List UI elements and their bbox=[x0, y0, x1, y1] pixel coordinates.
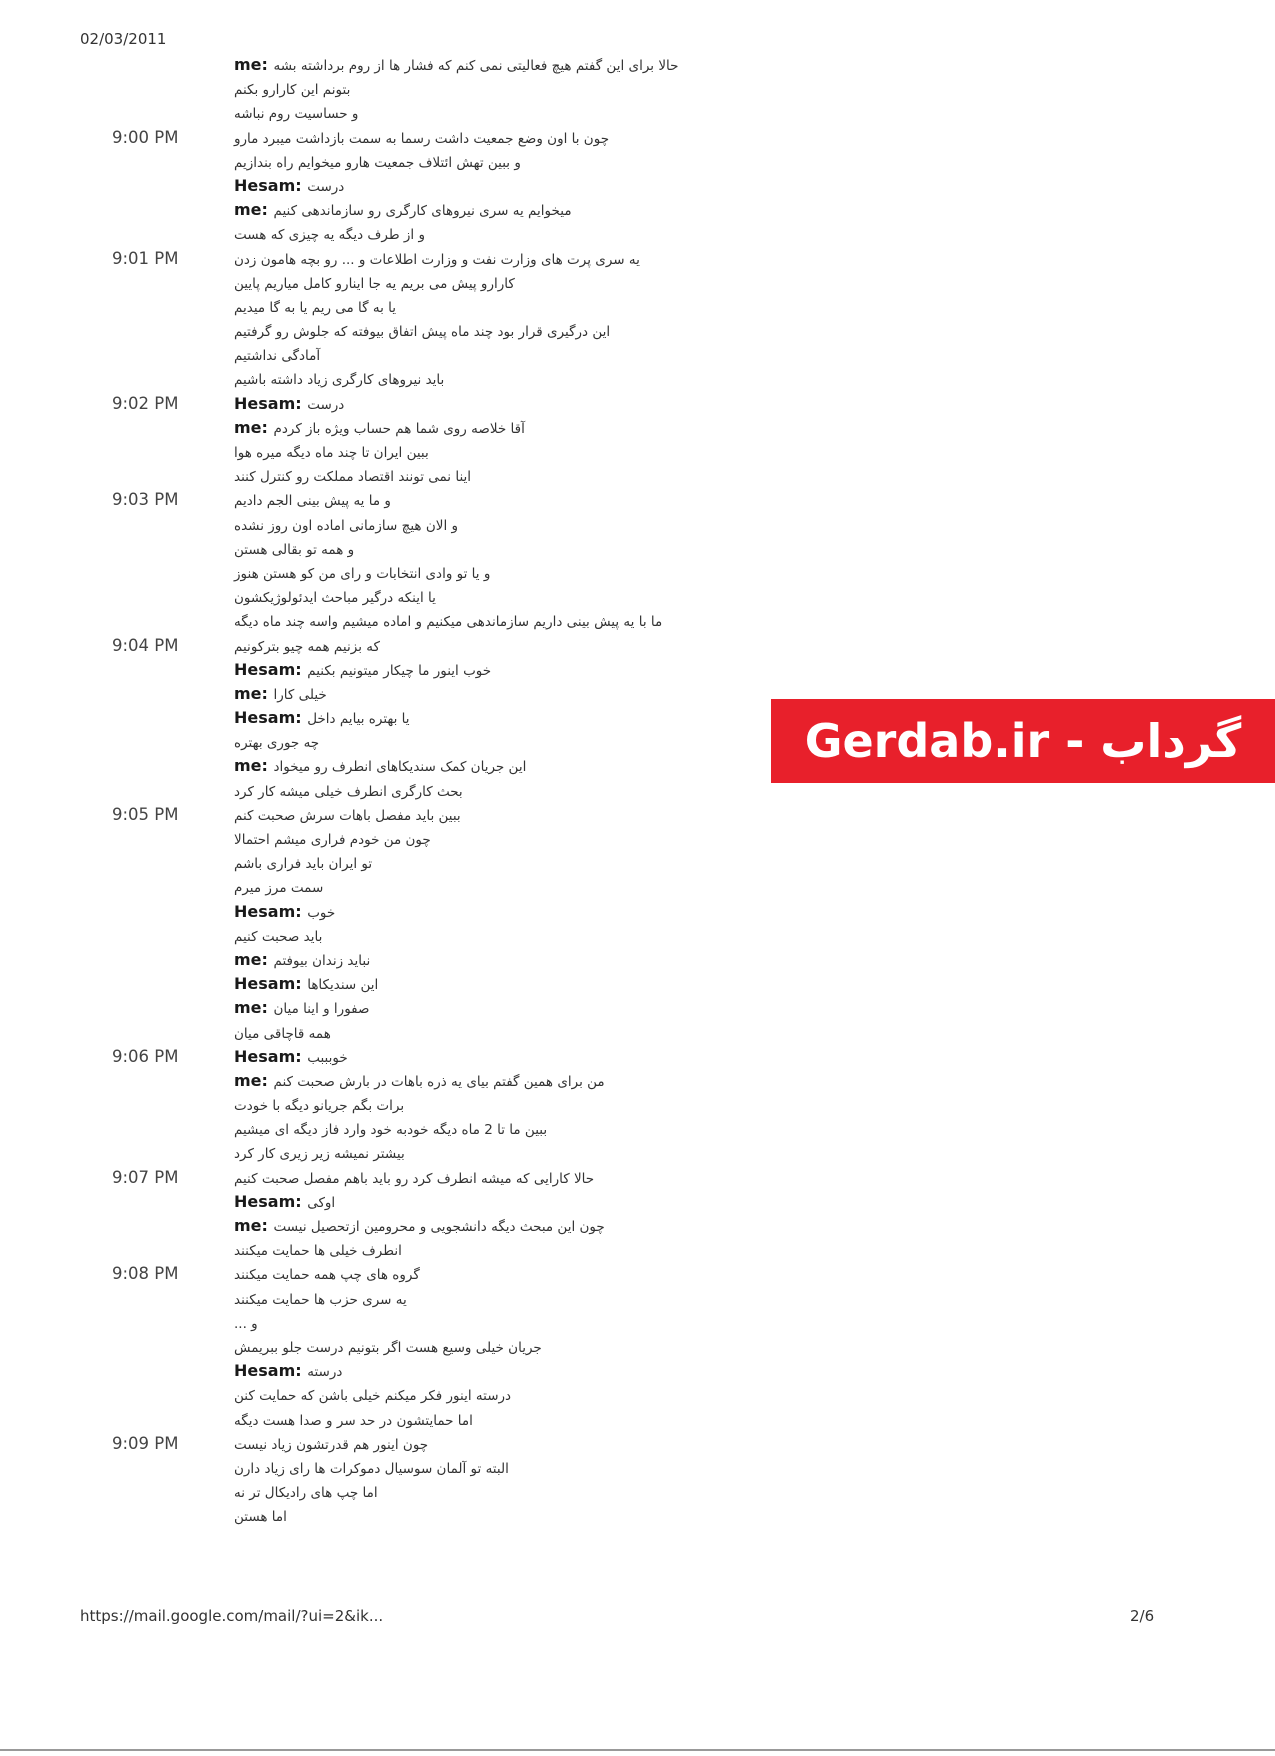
message bbox=[234, 999, 774, 1018]
chat-line bbox=[0, 1262, 780, 1286]
watermark-text: گرداب - Gerdab.ir bbox=[804, 714, 1242, 768]
message bbox=[234, 1314, 774, 1333]
message bbox=[234, 1048, 774, 1067]
message bbox=[234, 129, 774, 148]
message-text: که بزنیم همه چیو بترکونیم bbox=[234, 638, 380, 655]
message-text: و از طرف دیگه یه چیزی که هست bbox=[234, 227, 425, 244]
chat-line bbox=[0, 1069, 780, 1093]
message-text: اما هستن bbox=[234, 1509, 287, 1526]
message bbox=[234, 782, 774, 801]
message-text: و ... bbox=[234, 1315, 258, 1332]
chat-line bbox=[0, 150, 780, 174]
message bbox=[234, 395, 774, 414]
chat-line bbox=[0, 271, 780, 295]
chat-line bbox=[0, 1359, 780, 1383]
chat-line bbox=[0, 1480, 780, 1504]
message-text: خیلی کارا bbox=[273, 686, 327, 703]
chat-line bbox=[0, 319, 780, 343]
message bbox=[234, 1483, 774, 1502]
message-text: و ما یه پیش بینی الجم دادیم bbox=[234, 493, 391, 510]
sender-name: Hesam bbox=[234, 1191, 296, 1211]
message bbox=[234, 1193, 774, 1212]
message bbox=[234, 298, 774, 317]
footer-url: https://mail.google.com/mail/?ui=2&ik... bbox=[80, 1607, 384, 1625]
chat-line bbox=[0, 126, 780, 150]
chat-line bbox=[0, 1093, 780, 1117]
message bbox=[234, 564, 774, 583]
message-text: سمت مرز میرم bbox=[234, 880, 324, 897]
scan-edge-line bbox=[0, 1749, 1275, 1751]
message bbox=[234, 927, 774, 946]
timestamp: 9:03 PM bbox=[112, 490, 179, 510]
message bbox=[234, 806, 774, 825]
message-text: حالا برای این گفتم هیچ فعالیتی نمی کنم که فشار ها از روم برداشته بشه bbox=[273, 58, 679, 74]
sender-name: me bbox=[234, 949, 262, 969]
sender-colon: : bbox=[295, 1046, 308, 1066]
message-text: چون اینور هم قدرتشون زیاد نیست bbox=[234, 1436, 429, 1453]
message bbox=[234, 757, 774, 776]
chat-line bbox=[0, 1432, 780, 1456]
message bbox=[234, 1072, 774, 1091]
message bbox=[234, 322, 774, 341]
sender-colon: : bbox=[261, 756, 274, 776]
message-text: صفورا و اینا میان bbox=[273, 1001, 370, 1018]
sender-colon: : bbox=[261, 417, 274, 437]
sender-name: Hesam bbox=[234, 393, 296, 413]
sender-colon: : bbox=[261, 1070, 274, 1090]
message bbox=[234, 104, 774, 123]
chat-line bbox=[0, 53, 780, 77]
message bbox=[234, 1265, 774, 1284]
message-text: درسته bbox=[307, 1364, 343, 1381]
message bbox=[234, 201, 774, 220]
message-text: جریان خیلی وسیع هست اگر بتونیم درست جلو ببریمش bbox=[234, 1339, 542, 1356]
chat-line bbox=[0, 1456, 780, 1480]
chat-line bbox=[0, 174, 780, 198]
chat-line bbox=[0, 634, 780, 658]
timestamp: 9:09 PM bbox=[112, 1433, 179, 1453]
chat-line bbox=[0, 803, 780, 827]
chat-line bbox=[0, 222, 780, 246]
message-text: بیشتر نمیشه زیر زیری کار کرد bbox=[234, 1146, 405, 1163]
chat-line bbox=[0, 1117, 780, 1141]
message bbox=[234, 1411, 774, 1430]
chat-line bbox=[0, 198, 780, 222]
message bbox=[234, 1338, 774, 1357]
sender-colon: : bbox=[295, 175, 308, 195]
chat-line bbox=[0, 488, 780, 512]
message-text: باید صحبت کنیم bbox=[234, 928, 323, 945]
message-text: این سندیکاها bbox=[307, 977, 379, 994]
message bbox=[234, 878, 774, 897]
chat-line bbox=[0, 392, 780, 416]
sender-name: me bbox=[234, 1070, 262, 1090]
chat-line bbox=[0, 730, 780, 754]
message-text: ما با یه پیش بینی داریم سازماندهی میکنیم و اماده میشیم واسه چند ماه دیگه bbox=[234, 614, 663, 631]
message-text: این درگیری قرار بود چند ماه پیش اتفاق بیوفته که جلوش رو گرفتیم bbox=[234, 324, 611, 341]
message-text: میخوایم یه سری نیروهای کارگری رو سازماندهی کنیم bbox=[273, 203, 572, 220]
chat-line bbox=[0, 561, 780, 585]
print-date: 02/03/2011 bbox=[80, 30, 167, 48]
timestamp: 9:00 PM bbox=[112, 127, 179, 147]
message-text: و الان هیچ سازمانی اماده اون روز نشده bbox=[234, 517, 459, 534]
sender-colon: : bbox=[295, 708, 308, 728]
message-text: ببین ایران تا چند ماه دیگه میره هوا bbox=[234, 445, 429, 461]
message-text: و همه تو بقالی هستن bbox=[234, 541, 355, 558]
chat-line bbox=[0, 1141, 780, 1165]
message-text: حالا کارایی که میشه انطرف کرد رو باید باهم مفصل صحبت کنیم bbox=[234, 1170, 595, 1187]
chat-line bbox=[0, 343, 780, 367]
message-text: درست bbox=[307, 178, 345, 195]
sender-colon: : bbox=[295, 901, 308, 921]
chat-line bbox=[0, 585, 780, 609]
message bbox=[234, 491, 774, 510]
message-text: خوب اینور ما چیکار میتونیم بکنیم bbox=[307, 662, 492, 679]
message bbox=[234, 1290, 774, 1309]
message bbox=[234, 443, 774, 462]
sender-colon: : bbox=[261, 1216, 274, 1235]
chat-line bbox=[0, 1408, 780, 1432]
sender-name: me bbox=[234, 417, 262, 437]
chat-line bbox=[0, 1335, 780, 1359]
message-text: چون این مبحث دیگه دانشجویی و محرومین ازتحصیل نیست bbox=[273, 1219, 605, 1235]
message-text: چون من خودم فراری میشم احتمالا bbox=[234, 832, 431, 848]
chat-line bbox=[0, 247, 780, 271]
message bbox=[234, 250, 774, 269]
message-text: اما حمایتشون در حد سر و صدا هست دیگه bbox=[234, 1412, 473, 1429]
message-text: نباید زندان بیوفتم bbox=[273, 952, 371, 969]
chat-line bbox=[0, 416, 780, 440]
sender-name: Hesam bbox=[234, 175, 296, 195]
message-text: ببین ما تا 2 ماه دیگه خودبه خود وارد فاز دیگه ای میشیم bbox=[234, 1122, 548, 1139]
message bbox=[234, 903, 774, 922]
message bbox=[234, 419, 774, 438]
chat-line bbox=[0, 77, 780, 101]
chat-line bbox=[0, 1021, 780, 1045]
chat-line bbox=[0, 609, 780, 633]
message bbox=[234, 1169, 774, 1188]
sender-colon: : bbox=[295, 974, 308, 994]
message-text: من برای همین گفتم بیای یه ذره باهات در بارش صحبت کنم bbox=[273, 1073, 605, 1090]
sender-name: me bbox=[234, 55, 262, 74]
chat-line bbox=[0, 948, 780, 972]
chat-line bbox=[0, 1383, 780, 1407]
chat-line bbox=[0, 513, 780, 537]
message bbox=[234, 1386, 774, 1405]
page-number: 2/6 bbox=[1130, 1607, 1155, 1625]
sender-name: me bbox=[234, 200, 262, 220]
chat-line bbox=[0, 827, 780, 851]
message bbox=[234, 685, 774, 704]
message-text: بحث کارگری انطرف خیلی میشه کار کرد bbox=[234, 783, 463, 800]
timestamp: 9:06 PM bbox=[112, 1046, 179, 1066]
message-text: همه قاچاقی میان bbox=[234, 1025, 331, 1042]
message bbox=[234, 1096, 774, 1115]
chat-line bbox=[0, 1045, 780, 1069]
sender-name: me bbox=[234, 998, 262, 1018]
message-text: خوب bbox=[307, 904, 336, 921]
message bbox=[234, 637, 774, 656]
message bbox=[234, 709, 774, 728]
message-text: اما چپ های رادیکال تر نه bbox=[234, 1485, 378, 1502]
watermark-banner bbox=[771, 699, 1275, 783]
sender-name: Hesam bbox=[234, 1046, 296, 1066]
message-text: چه جوری بهتره bbox=[234, 735, 320, 752]
message-text: یا اینکه درگیر مباحث ایدئولوژیکشون bbox=[234, 590, 436, 607]
chat-line bbox=[0, 101, 780, 125]
message bbox=[234, 1459, 774, 1478]
message bbox=[234, 830, 774, 849]
message bbox=[234, 467, 774, 486]
sender-colon: : bbox=[261, 998, 274, 1018]
timestamp: 9:05 PM bbox=[112, 804, 179, 824]
message-text: یا به گا می ریم یا به گا میدیم bbox=[234, 299, 397, 316]
message-text: یه سری پرت های وزارت نفت و وزارت اطلاعات و ... رو بچه هامون زدن bbox=[234, 251, 640, 268]
timestamp: 9:04 PM bbox=[112, 635, 179, 655]
message-text: درسته اینور فکر میکنم خیلی باشن که حمایت کنن bbox=[234, 1388, 512, 1405]
chat-line bbox=[0, 1287, 780, 1311]
message-text: اینا نمی تونند اقتصاد مملکت رو کنترل کنند bbox=[234, 469, 472, 486]
chat-line bbox=[0, 754, 780, 778]
message bbox=[234, 1435, 774, 1454]
message bbox=[234, 225, 774, 244]
sender-name: me bbox=[234, 683, 262, 703]
message-text: درست bbox=[307, 396, 345, 413]
message bbox=[234, 1241, 774, 1260]
sender-colon: : bbox=[261, 949, 274, 969]
chat-line bbox=[0, 851, 780, 875]
timestamp: 9:01 PM bbox=[112, 248, 179, 268]
message bbox=[234, 951, 774, 970]
message bbox=[234, 1144, 774, 1163]
message bbox=[234, 854, 774, 873]
message bbox=[234, 612, 774, 631]
message-text: این جریان کمک سندیکاهای انطرف رو میخواد bbox=[273, 759, 527, 776]
message bbox=[234, 1362, 774, 1381]
sender-colon: : bbox=[295, 1361, 308, 1381]
sender-name: me bbox=[234, 756, 262, 776]
message-text: برات بگم جریانو دیگه با خودت bbox=[234, 1098, 405, 1115]
message-text: و ببین تهش ائتلاف جمعیت هارو میخوایم راه بندازیم bbox=[234, 154, 521, 171]
message-text: آقا خلاصه روی شما هم حساب ویژه باز کردم bbox=[273, 420, 525, 437]
chat-line bbox=[0, 1214, 780, 1238]
timestamp: 9:08 PM bbox=[112, 1264, 179, 1284]
message-text: بتونم این کارارو بکنم bbox=[234, 82, 351, 99]
chat-line bbox=[0, 900, 780, 924]
message-text: اوکی bbox=[307, 1194, 336, 1211]
message bbox=[234, 1120, 774, 1139]
message bbox=[234, 1024, 774, 1043]
message bbox=[234, 733, 774, 752]
chat-line bbox=[0, 779, 780, 803]
message-text: یه سری حزب ها حمایت میکنند bbox=[234, 1291, 407, 1308]
message bbox=[234, 370, 774, 389]
sender-colon: : bbox=[261, 683, 274, 703]
sender-name: Hesam bbox=[234, 974, 296, 994]
sender-name: me bbox=[234, 1216, 262, 1235]
message-text: انطرف خیلی ها حمایت میکنند bbox=[234, 1243, 402, 1260]
message bbox=[234, 661, 774, 680]
message-text: باید نیروهای کارگری زیاد داشته باشیم bbox=[234, 372, 445, 389]
sender-colon: : bbox=[261, 200, 274, 220]
message-text: ببین باید مفصل باهات سرش صحبت کنم bbox=[234, 807, 461, 824]
chat-line bbox=[0, 367, 780, 391]
chat-line bbox=[0, 537, 780, 561]
message-text: تو ایران باید فراری باشم bbox=[234, 856, 373, 873]
timestamp: 9:07 PM bbox=[112, 1167, 179, 1187]
chat-line bbox=[0, 658, 780, 682]
message bbox=[234, 153, 774, 172]
chat-line bbox=[0, 1311, 780, 1335]
message-text: آمادگی نداشتیم bbox=[234, 348, 321, 365]
chat-line bbox=[0, 924, 780, 948]
chat-line bbox=[0, 464, 780, 488]
chat-line bbox=[0, 1238, 780, 1262]
message bbox=[234, 1217, 774, 1236]
chat-line bbox=[0, 682, 780, 706]
sender-name: Hesam bbox=[234, 708, 296, 728]
sender-colon: : bbox=[295, 1191, 308, 1211]
chat-line bbox=[0, 996, 780, 1020]
message-text: البته تو آلمان سوسیال دموکرات ها رای زیاد دارن bbox=[234, 1460, 509, 1477]
message-text: خوبببب bbox=[307, 1049, 348, 1066]
sender-name: Hesam bbox=[234, 901, 296, 921]
message-text: یا بهتره بیایم داخل bbox=[307, 711, 410, 728]
message-text: گروه های چپ همه حمایت میکنند bbox=[234, 1267, 420, 1284]
chat-line bbox=[0, 706, 780, 730]
sender-name: Hesam bbox=[234, 1361, 296, 1381]
message-text: و حساسیت روم نباشه bbox=[234, 106, 359, 123]
message bbox=[234, 1507, 774, 1526]
message bbox=[234, 56, 774, 75]
chat-line bbox=[0, 1190, 780, 1214]
sender-colon: : bbox=[295, 393, 308, 413]
chat-line bbox=[0, 295, 780, 319]
message bbox=[234, 975, 774, 994]
chat-line bbox=[0, 1166, 780, 1190]
sender-name: Hesam bbox=[234, 659, 296, 679]
message-text: چون با اون وضع جمعیت داشت رسما به سمت بازداشت میبرد مارو bbox=[234, 130, 610, 147]
message-text: کارارو پیش می بریم یه جا اینارو کامل میاریم پایین bbox=[234, 275, 515, 292]
message bbox=[234, 540, 774, 559]
chat-line bbox=[0, 1504, 780, 1528]
message bbox=[234, 274, 774, 293]
message bbox=[234, 177, 774, 196]
chat-line bbox=[0, 875, 780, 899]
message bbox=[234, 80, 774, 99]
message bbox=[234, 346, 774, 365]
timestamp: 9:02 PM bbox=[112, 393, 179, 413]
sender-colon: : bbox=[261, 55, 274, 74]
chat-line bbox=[0, 440, 780, 464]
message-text: و یا تو وادی انتخابات و رای من کو هستن هنوز bbox=[234, 565, 491, 582]
sender-colon: : bbox=[295, 659, 308, 679]
message bbox=[234, 588, 774, 607]
message bbox=[234, 516, 774, 535]
chat-line bbox=[0, 972, 780, 996]
chat-transcript bbox=[0, 53, 780, 1528]
